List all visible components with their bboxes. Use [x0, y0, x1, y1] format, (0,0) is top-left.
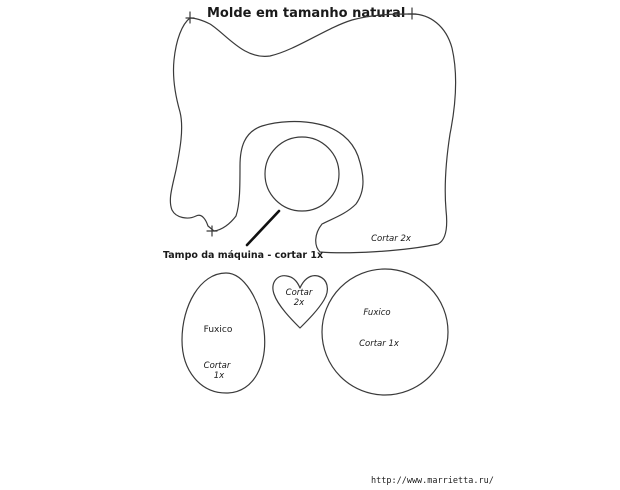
oval-name-label: Fuxico: [203, 325, 233, 335]
big-circle-name-label: Fuxico: [363, 308, 391, 318]
main-body-cut-label: Cortar 2x: [371, 234, 411, 244]
oval-cut-label-line2: 1x: [213, 371, 225, 381]
big-circle-cut-label: Cortar 1x: [359, 339, 399, 349]
pointer-line: [247, 211, 279, 245]
machine-top-label: Tampo da máquina - cortar 1x: [163, 250, 324, 261]
source-watermark: http://www.marrietta.ru/: [371, 476, 494, 486]
oval-cut-label-line1: Cortar: [203, 361, 231, 371]
heart-label-line1: Cortar: [285, 288, 313, 298]
page-title: Molde em tamanho natural: [207, 6, 406, 21]
heart-label-line2: 2x: [293, 298, 305, 308]
machine-top-circle: [265, 137, 339, 211]
big-circle-outline: [322, 269, 448, 395]
machine-body-outline: [170, 14, 455, 253]
